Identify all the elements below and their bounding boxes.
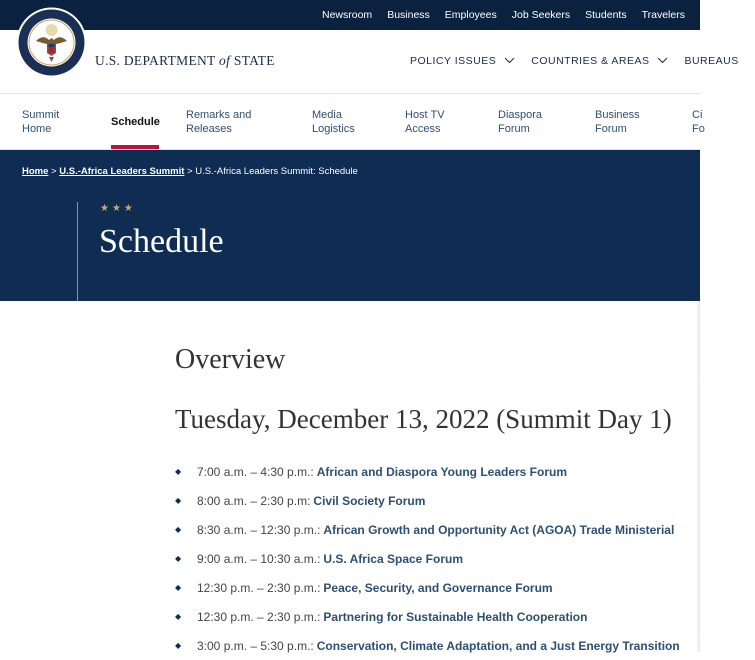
nav-countries-areas[interactable] [531, 55, 668, 67]
subnav-summit-home-line1: Summit [22, 109, 60, 121]
chevron-down-icon [504, 55, 515, 67]
event-time: 8:30 a.m. – 12:30 p.m.: [197, 522, 321, 537]
subnav-summit-home-line2: Home [22, 123, 52, 135]
event-link[interactable]: Conservation, Climate Adaptation, and a Just Energy Transition [316, 638, 680, 653]
breadcrumb-current: U.S.-Africa Leaders Summit: Schedule [195, 166, 358, 177]
list-item [175, 515, 680, 544]
nav-countries-areas-label: COUNTRIES & AREAS [531, 55, 650, 67]
subnav-civil-line2: Fo [692, 123, 705, 135]
breadcrumb [22, 166, 358, 177]
list-item [175, 631, 680, 660]
page-title: Schedule [99, 223, 224, 260]
diamond-bullet-icon: ◆ [175, 496, 182, 505]
event-link[interactable]: African Growth and Opportunity Act (AGOA) Trade Ministerial [323, 522, 675, 537]
event-time: 3:00 p.m. – 5:30 p.m.: [197, 638, 314, 653]
event-time: 9:00 a.m. – 10:30 a.m.: [197, 551, 321, 566]
subnav-hosttv-line1: Host TV [405, 109, 445, 121]
event-link[interactable]: U.S. Africa Space Forum [323, 551, 463, 566]
site-header [0, 30, 739, 94]
diamond-bullet-icon: ◆ [175, 525, 182, 534]
breadcrumb-summit[interactable]: U.S.-Africa Leaders Summit [59, 166, 185, 177]
event-link[interactable]: Peace, Security, and Governance Forum [323, 580, 553, 595]
department-of-state-seal-icon[interactable] [16, 7, 87, 78]
utility-link-students[interactable]: Students [585, 9, 627, 21]
utility-links [322, 0, 740, 30]
subnav-business-line2: Forum [595, 123, 627, 135]
breadcrumb-separator: > [51, 166, 57, 177]
subnav-schedule-label: Schedule [111, 116, 160, 128]
brand-of: of [219, 53, 231, 68]
diamond-bullet-icon: ◆ [175, 612, 182, 621]
subnav-host-tv-access[interactable] [405, 108, 495, 136]
utility-link-travelers[interactable]: Travelers [641, 9, 685, 21]
nav-policy-issues-label: POLICY ISSUES [410, 55, 497, 67]
stars-icon: ★★★ [100, 203, 136, 214]
nav-bureaus-label: BUREAUS [684, 55, 739, 67]
event-link[interactable]: African and Diaspora Young Leaders Forum [316, 464, 568, 479]
brand-main: U.S. DEPARTMENT [95, 53, 216, 68]
subnav-remarks-line1: Remarks and [186, 109, 252, 121]
diamond-bullet-icon: ◆ [175, 467, 182, 476]
subnav-media-line1: Media [312, 109, 342, 121]
subnav-remarks-line2: Releases [186, 123, 232, 135]
active-tab-indicator [111, 145, 159, 149]
subnav-diaspora-line1: Diaspora [498, 109, 543, 121]
list-item [175, 602, 680, 631]
chevron-down-icon [657, 55, 668, 67]
list-item [175, 573, 680, 602]
event-time: 8:00 a.m. – 2:30 p.m: [197, 493, 311, 508]
page-hero [0, 150, 700, 301]
utility-link-job-seekers[interactable]: Job Seekers [511, 9, 571, 21]
utility-link-business[interactable]: Business [387, 9, 430, 21]
breadcrumb-home[interactable]: Home [22, 166, 49, 177]
subnav-civil-line1: Ci [692, 109, 703, 121]
subnav-media-logistics[interactable] [312, 108, 402, 136]
site-brand-link[interactable] [95, 53, 275, 69]
utility-bar [0, 0, 726, 30]
diamond-bullet-icon: ◆ [175, 554, 182, 563]
breadcrumb-separator: > [187, 166, 193, 177]
event-time: 12:30 p.m. – 2:30 p.m.: [197, 580, 321, 595]
page-edge-shadow [696, 301, 700, 652]
utility-link-newsroom[interactable]: Newsroom [322, 9, 373, 21]
subnav-business-forum[interactable] [595, 108, 685, 136]
subnav-summit-home[interactable] [22, 108, 112, 136]
subnav-media-line2: Logistics [312, 123, 355, 135]
subnav-hosttv-line2: Access [405, 123, 441, 135]
subnav-diaspora-forum[interactable] [498, 108, 588, 136]
event-list [175, 457, 680, 660]
event-link[interactable]: Partnering for Sustainable Health Cooperation [323, 609, 588, 624]
event-time: 12:30 p.m. – 2:30 p.m.: [197, 609, 321, 624]
list-item [175, 486, 680, 515]
nav-policy-issues[interactable] [410, 55, 515, 67]
utility-link-employees[interactable]: Employees [444, 9, 497, 21]
subnav-diaspora-line2: Forum [498, 123, 530, 135]
subnav-civil-society-forum[interactable] [692, 108, 705, 136]
main-nav [410, 30, 755, 92]
subnav-business-line1: Business [595, 109, 640, 121]
list-item [175, 457, 680, 486]
hero-divider [77, 202, 78, 301]
utility-link-visas[interactable]: Visas [699, 9, 726, 21]
brand-end: STATE [233, 53, 275, 68]
overview-heading: Overview [175, 344, 286, 375]
event-time: 7:00 a.m. – 4:30 p.m.: [197, 464, 314, 479]
list-item [175, 544, 680, 573]
diamond-bullet-icon: ◆ [175, 583, 182, 592]
event-link[interactable]: Civil Society Forum [313, 493, 426, 508]
diamond-bullet-icon: ◆ [175, 641, 182, 650]
subnav-remarks-releases[interactable] [186, 108, 276, 136]
nav-bureaus[interactable] [684, 55, 738, 67]
day-heading: Tuesday, December 13, 2022 (Summit Day 1) [175, 404, 672, 434]
summit-subnav [0, 95, 705, 150]
